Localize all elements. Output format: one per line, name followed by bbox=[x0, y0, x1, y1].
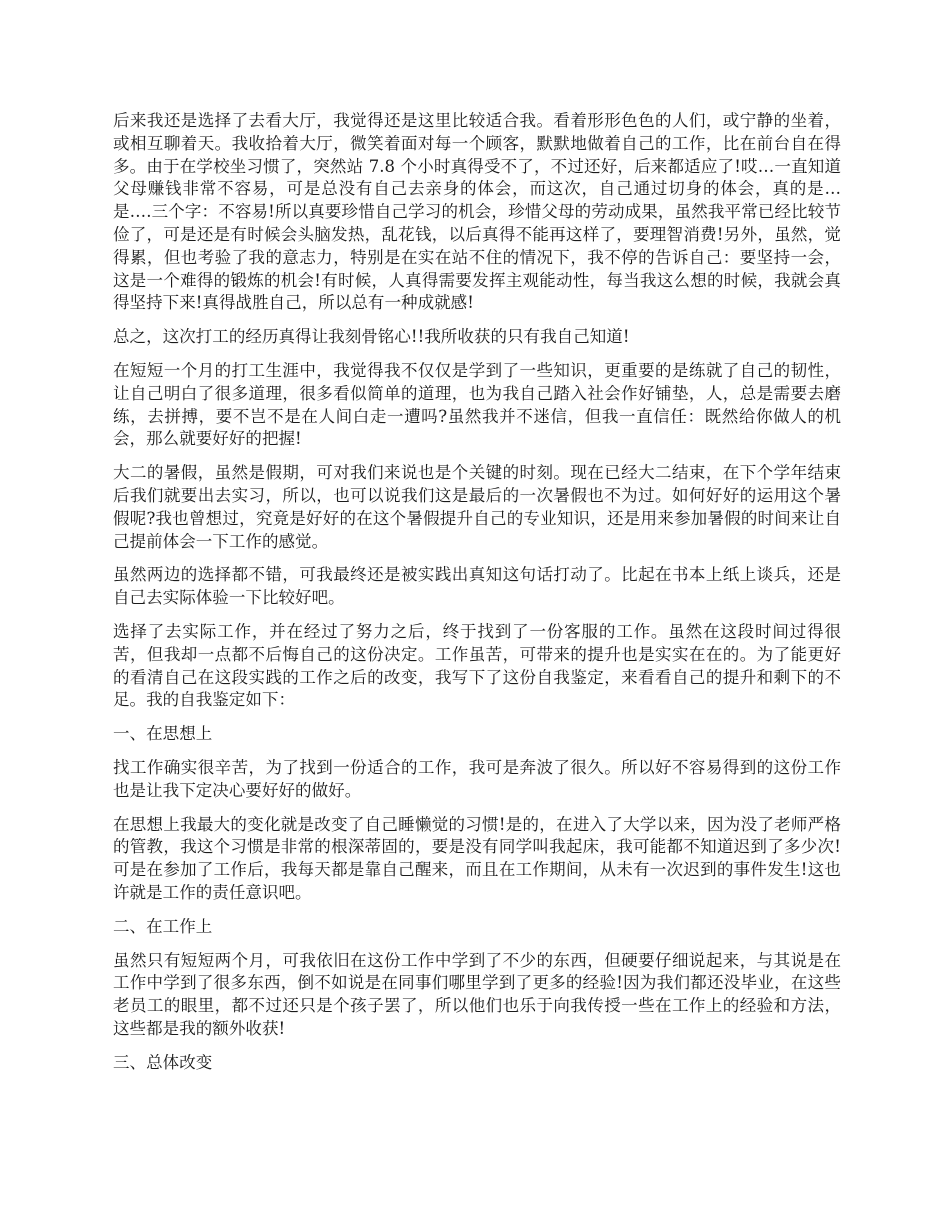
paragraph-customer-service: 选择了去实际工作，并在经过了努力之后，终于找到了一份客服的工作。虽然在这段时间过得很苦，但我却一点都不后悔自己的这份决定。工作虽苦，可带来的提升也是实实在在的。为了能更好的看清自己在这段实践的工作之后的改变，我写下了这份自我鉴定，来看看自己的提升和剩下的不足。我的自我鉴定如下： bbox=[113, 621, 841, 710]
paragraph-summary: 总之，这次打工的经历真得让我刻骨铭心!!我所收获的只有我自己知道! bbox=[113, 327, 630, 347]
section-heading-overall: 三、总体改变 bbox=[113, 1052, 213, 1072]
paragraph-summer-vacation: 大二的暑假，虽然是假期，可对我们来说也是个关键的时刻。现在已经大二结束，在下个学年结束后我们就要出去实习，所以，也可以说我们这是最后的一次暑假也不为过。如何好好的运用这个暑假呢?我也曾想过，究竟是好好的在这个暑假提升自己的专业知识，还是用来参加暑假的时间来让自己提前体会一下工作的感觉。 bbox=[113, 463, 841, 551]
paragraph-sleep-habit: 在思想上我最大的变化就是改变了自己睡懒觉的习惯!是的，在进入了大学以来，因为没了老师严格的管教，我这个习惯是非常的根深蒂固的，要是没有同学叫我起床，我可能都不知道迟到了多少次!可是在参加了工作后，我每天都是靠自己醒来，而且在工作期间，从未有一次迟到的事件发生!这也许就是工作的责任意识吧。 bbox=[113, 814, 841, 902]
paragraph-hall-work: 后来我还是选择了去看大厅，我觉得还是这里比较适合我。看着形形色色的人们，或宁静的坐着，或相互聊着天。我收拾着大厅，微笑着面对每一个顾客，默默地做着自己的工作，比在前台自在得多。由于在学校坐习惯了，突然站 7.8 个小时真得受不了，不过还好，后来都适应了!哎…一直知道父母赚钱非常不容易，可是总没有自己去亲身的体会，而这次，自己通过切身的体会，真的是…是….三个字：不容易!所以真要珍惜自己学习的机会，珍惜父母的劳动成果，虽然我平常已经比较节俭了，可是还是有时候会头脑发热，乱花钱，以后真得不能再这样了，要理智消费!另外，虽然，觉得累，但也考验了我的意志力，特别是在实在站不住的情况下，我不停的告诉自己：要坚持一会，这是一个难得的锻炼的机会!有时候，人真得需要发挥主观能动性，每当我这么想的时候，我就会真得坚持下来!真得战胜自己，所以总有一种成就感! bbox=[113, 111, 841, 313]
paragraph-learning: 虽然只有短短两个月，可我依旧在这份工作中学到了不少的东西，但硬要仔细说起来，与其说是在工作中学到了很多东西，倒不如说是在同事们哪里学到了更多的经验!因为我们都还没毕业，在这些老员工的眼里，都不过还只是个孩子罢了，所以他们也乐于向我传授一些在工作上的经验和方法，这些都是我的额外收获! bbox=[113, 950, 841, 1038]
document-body bbox=[113, 110, 841, 1085]
paragraph-job-search: 找工作确实很辛苦，为了找到一份适合的工作，我可是奔波了很久。所以好不容易得到的这份工作也是让我下定决心要好好的做好。 bbox=[113, 757, 841, 800]
section-heading-work: 二、在工作上 bbox=[113, 916, 213, 936]
paragraph-choice: 虽然两边的选择都不错，可我最终还是被实践出真知这句话打动了。比起在书本上纸上谈兵，还是自己去实际体验一下比较好吧。 bbox=[113, 565, 841, 608]
section-heading-thought: 一、在思想上 bbox=[113, 724, 213, 744]
paragraph-month-experience: 在短短一个月的打工生涯中，我觉得我不仅仅是学到了一些知识，更重要的是练就了自己的韧性，让自己明白了很多道理，很多看似简单的道理，也为我自己踏入社会作好铺垫，人，总是需要去磨练，去拼搏，要不岂不是在人间白走一遭吗?虽然我并不迷信，但我一直信任：既然给你做人的机会，那么就要好好的把握! bbox=[113, 360, 841, 449]
